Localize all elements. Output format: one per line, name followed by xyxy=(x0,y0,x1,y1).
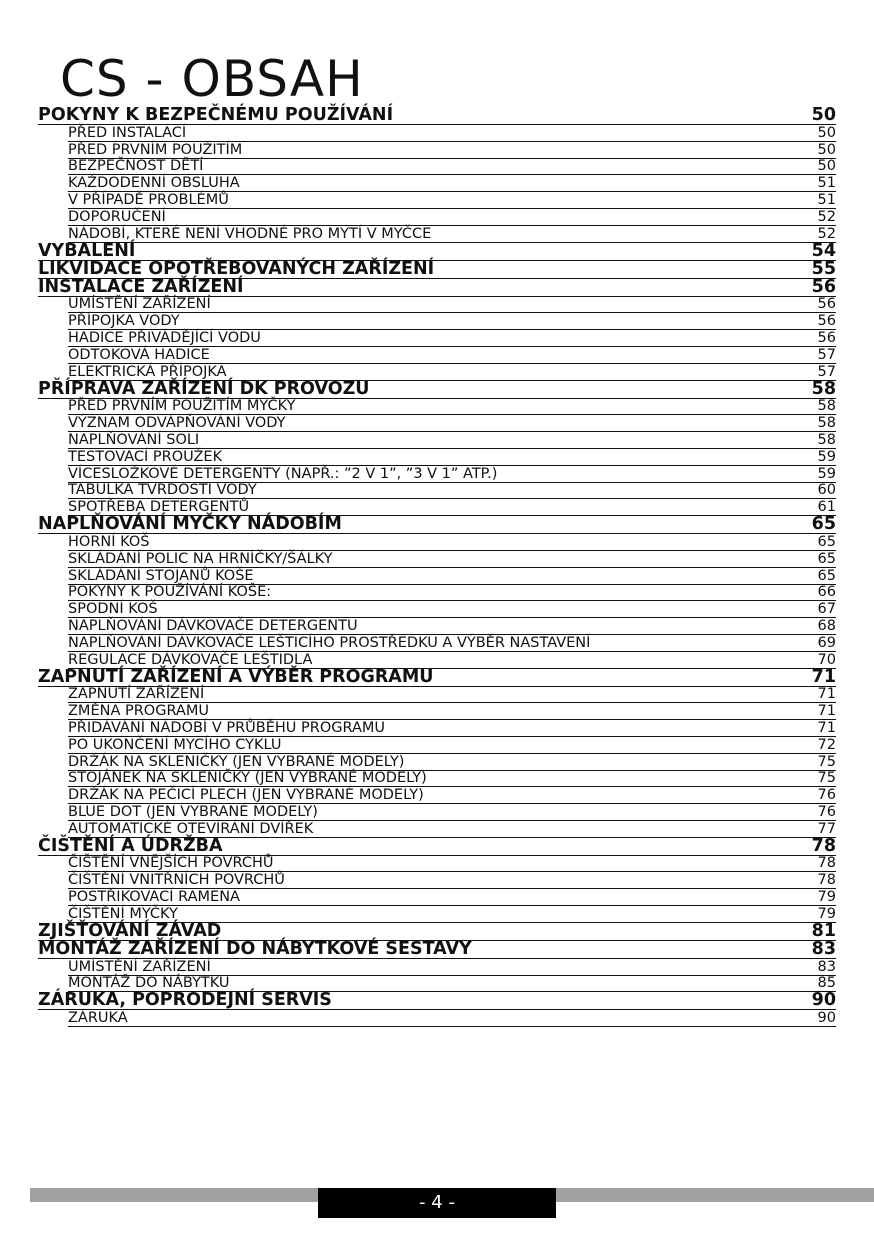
toc-page-number: 66 xyxy=(817,584,836,601)
toc-page-number: 57 xyxy=(817,346,836,363)
toc-page-number: 76 xyxy=(817,803,836,820)
toc-label: PŘED PRVNÍM POUŽITÍM MYČKY xyxy=(68,398,296,415)
toc-label: ODTOKOVÁ HADICE xyxy=(68,346,210,363)
toc-label: NÁDOBÍ, KTERÉ NENÍ VHODNÉ PRO MYTÍ V MYČCE xyxy=(68,225,432,242)
toc-page-number: 65 xyxy=(817,567,836,584)
toc-subsection[interactable] xyxy=(68,330,836,347)
toc-subsection[interactable] xyxy=(68,601,836,618)
toc-subsection[interactable] xyxy=(68,483,836,500)
toc-subsection[interactable] xyxy=(68,687,836,704)
toc-label: BLUE DOT (JEN VYBRANÉ MODELY) xyxy=(68,803,318,820)
toc-subsection[interactable] xyxy=(68,313,836,330)
toc-page-number: 85 xyxy=(817,975,836,992)
toc-label: DRŽÁK NA SKLENIČKY (JEN VYBRANÉ MODELY) xyxy=(68,753,405,770)
toc-page-number: 67 xyxy=(817,601,836,618)
toc-label: ČIŠTĚNÍ VNITŘNÍCH POVRCHŮ xyxy=(68,872,285,889)
toc-label: DRŽÁK NA PEČICÍ PLECH (JEN VYBRANÉ MODELY) xyxy=(68,787,424,804)
toc-label: ČIŠTĚNÍ A ÚDRŽBA xyxy=(38,835,223,856)
toc-subsection[interactable] xyxy=(68,856,836,873)
toc-subsection[interactable] xyxy=(68,635,836,652)
toc-section[interactable] xyxy=(38,835,836,856)
toc-page-number: 65 xyxy=(817,550,836,567)
toc-page-number: 55 xyxy=(811,258,836,279)
toc-page-number: 83 xyxy=(811,938,836,959)
toc-label: ZÁRUKA xyxy=(68,1010,128,1027)
toc-subsection[interactable] xyxy=(68,415,836,432)
toc-page-number: 72 xyxy=(817,736,836,753)
toc-page-number: 71 xyxy=(817,686,836,703)
toc-label: PŘÍPRAVA ZAŘÍZENÍ DK PROVOZU xyxy=(38,378,370,399)
toc-page-number: 75 xyxy=(817,770,836,787)
toc-subsection[interactable] xyxy=(68,192,836,209)
page-title: CS - OBSAH xyxy=(60,50,364,108)
toc-label: BEZPEČNOST DĚTÍ xyxy=(68,158,204,175)
toc-label: NAPLŇOVÁNÍ DÁVKOVAČE DETERGENTU xyxy=(68,617,358,634)
toc-page-number: 56 xyxy=(817,296,836,313)
toc-page-number: 75 xyxy=(817,753,836,770)
toc-page-number: 50 xyxy=(811,105,836,125)
toc-subsection[interactable] xyxy=(68,652,836,669)
toc-label: AUTOMATICKÉ OTEVÍRÁNÍ DVÍŘEK xyxy=(68,820,314,837)
table-of-contents xyxy=(38,107,836,1027)
toc-subsection[interactable] xyxy=(68,889,836,906)
toc-label: POKYNY K BEZPEČNÉMU POUŽÍVÁNÍ xyxy=(38,105,394,125)
toc-subsection[interactable] xyxy=(68,209,836,226)
toc-section[interactable] xyxy=(38,378,836,399)
toc-page-number: 56 xyxy=(811,276,836,297)
toc-label: INSTALACE ZAŘÍZENÍ xyxy=(38,276,244,297)
toc-label: HADICE PŘIVÁDĚJÍCÍ VODU xyxy=(68,329,261,346)
toc-subsection[interactable] xyxy=(68,720,836,737)
toc-subsection[interactable] xyxy=(68,534,836,551)
toc-subsection[interactable] xyxy=(68,551,836,568)
toc-label: LIKVIDACE OPOTŘEBOVANÝCH ZAŘÍZENÍ xyxy=(38,258,435,279)
toc-label: SKLÁDÁNÍ POLIC NA HRNÍČKY/ŠÁLKY xyxy=(68,550,333,567)
toc-label: PŘÍPOJKA VODY xyxy=(68,313,180,330)
toc-subsection[interactable] xyxy=(68,959,836,976)
toc-label: TESTOVACÍ PROUŽEK xyxy=(68,448,223,465)
toc-label: NAPLŇOVÁNÍ SOLI xyxy=(68,431,200,448)
toc-subsection[interactable] xyxy=(68,703,836,720)
toc-label: PO UKONČENÍ MYCÍHO CYKLU xyxy=(68,736,282,753)
toc-subsection[interactable] xyxy=(68,568,836,585)
toc-label: REGULACE DÁVKOVAČE LEŠTIDLA xyxy=(68,651,313,668)
toc-label: VYBALENÍ xyxy=(38,240,136,261)
toc-page-number: 76 xyxy=(817,787,836,804)
toc-label: VÝZNAM ODVÁPŇOVÁNÍ VODY xyxy=(68,415,286,432)
toc-label: ČIŠTĚNÍ MYČKY xyxy=(68,905,178,922)
toc-label: UMÍSTĚNÍ ZAŘÍZENÍ xyxy=(68,296,211,313)
toc-subsection[interactable] xyxy=(68,804,836,821)
toc-label: HORNÍ KOŠ xyxy=(68,533,150,550)
toc-page-number: 83 xyxy=(817,958,836,975)
toc-page-number: 61 xyxy=(817,499,836,516)
toc-page-number: 51 xyxy=(817,175,836,192)
toc-label: ČIŠTĚNÍ VNĚJŠÍCH POVRCHŮ xyxy=(68,855,274,872)
toc-page-number: 56 xyxy=(817,329,836,346)
toc-label: MONTÁŽ DO NÁBYTKU xyxy=(68,975,230,992)
toc-label: ZAPNUTÍ ZAŘÍZENÍ xyxy=(68,686,205,703)
toc-page-number: 56 xyxy=(817,313,836,330)
toc-label: NAPLŇOVÁNÍ DÁVKOVAČE LEŠTICÍHO PROSTŘEDKU A VÝBĚR NASTAVENÍ xyxy=(68,634,591,651)
toc-page-number: 51 xyxy=(817,191,836,208)
toc-subsection[interactable] xyxy=(68,297,836,314)
toc-subsection[interactable] xyxy=(68,754,836,771)
toc-page-number: 59 xyxy=(817,448,836,465)
toc-page-number: 77 xyxy=(817,820,836,837)
toc-page-number: 60 xyxy=(817,482,836,499)
toc-page-number: 71 xyxy=(811,666,836,687)
toc-page-number: 58 xyxy=(817,431,836,448)
toc-page-number: 71 xyxy=(817,703,836,720)
toc-label: MONTÁŽ ZAŘÍZENÍ DO NÁBYTKOVÉ SESTAVY xyxy=(38,938,472,959)
toc-page-number: 58 xyxy=(817,398,836,415)
toc-page-number: 52 xyxy=(817,208,836,225)
toc-page-number: 59 xyxy=(817,465,836,482)
toc-section[interactable] xyxy=(38,992,836,1010)
toc-subsection[interactable] xyxy=(68,872,836,889)
toc-label: ZÁRUKA, POPRODEJNÍ SERVIS xyxy=(38,990,332,1011)
toc-label: ZMĚNA PROGRAMU xyxy=(68,703,209,720)
toc-page-number: 78 xyxy=(817,872,836,889)
toc-page-number: 79 xyxy=(817,889,836,906)
toc-subsection[interactable] xyxy=(68,226,836,243)
toc-page-number: 52 xyxy=(817,225,836,242)
toc-subsection[interactable] xyxy=(68,449,836,466)
toc-label: NAPLŇOVÁNÍ MYČKY NÁDOBÍM xyxy=(38,514,342,535)
toc-label: ZAPNUTÍ ZAŘÍZENÍ A VÝBĚR PROGRAMU xyxy=(38,666,434,687)
toc-page-number: 54 xyxy=(811,240,836,261)
toc-subsection[interactable] xyxy=(68,142,836,159)
toc-subsection[interactable] xyxy=(68,125,836,142)
toc-label: VÍCESLOŽKOVÉ DETERGENTY (NAPŘ.: ”2 V 1”, ”3 V 1” ATP.) xyxy=(68,465,498,482)
toc-label: SPODNÍ KOŠ xyxy=(68,601,158,618)
toc-page-number: 65 xyxy=(817,533,836,550)
toc-label: SKLÁDÁNÍ STOJANŮ KOŠE xyxy=(68,567,254,584)
toc-subsection[interactable] xyxy=(68,771,836,788)
toc-label: SPOTŘEBA DETERGENTŮ xyxy=(68,499,250,516)
toc-label: STOJÁNEK NA SKLENIČKY (JEN VYBRANÉ MODELY) xyxy=(68,770,427,787)
toc-page-number: 78 xyxy=(817,855,836,872)
toc-page-number: 58 xyxy=(811,378,836,399)
toc-label: KAŽDODENNÍ OBSLUHA xyxy=(68,175,240,192)
toc-page-number: 81 xyxy=(811,920,836,941)
toc-page-number: 65 xyxy=(811,514,836,535)
toc-label: POSTŘIKOVACÍ RAMENA xyxy=(68,889,240,906)
toc-section[interactable] xyxy=(38,516,836,534)
toc-label: PŘED PRVNÍM POUŽITÍM xyxy=(68,141,243,158)
toc-page-number: 68 xyxy=(817,617,836,634)
toc-page-number: 50 xyxy=(817,141,836,158)
toc-label: V PŘÍPADĚ PROBLÉMŮ xyxy=(68,191,229,208)
toc-label: TABULKA TVRDOSTI VODY xyxy=(68,482,257,499)
toc-page-number: 79 xyxy=(817,905,836,922)
toc-subsection[interactable] xyxy=(68,432,836,449)
toc-subsection[interactable] xyxy=(68,466,836,483)
toc-subsection[interactable] xyxy=(68,1010,836,1027)
toc-page-number: 57 xyxy=(817,363,836,380)
toc-page-number: 69 xyxy=(817,634,836,651)
toc-label: ELEKTRICKÁ PŘÍPOJKA xyxy=(68,363,227,380)
toc-page-number: 50 xyxy=(817,158,836,175)
toc-label: DOPORUČENÍ xyxy=(68,208,166,225)
toc-page-number: 58 xyxy=(817,415,836,432)
toc-section[interactable] xyxy=(38,666,836,687)
toc-subsection[interactable] xyxy=(68,618,836,635)
toc-section[interactable] xyxy=(38,258,836,279)
page-number: - 4 - xyxy=(318,1188,556,1218)
toc-subsection[interactable] xyxy=(68,175,836,192)
toc-page-number: 90 xyxy=(811,990,836,1011)
toc-section[interactable] xyxy=(38,107,836,125)
toc-label: PŘIDÁVÁNÍ NÁDOBÍ V PRŮBĚHU PROGRAMU xyxy=(68,719,386,736)
toc-label: UMÍSTĚNÍ ZAŘÍZENÍ xyxy=(68,958,211,975)
toc-page-number: 78 xyxy=(811,835,836,856)
toc-label: POKYNY K POUŽÍVÁNÍ KOŠE: xyxy=(68,584,272,601)
toc-section[interactable] xyxy=(38,276,836,297)
toc-label: PŘED INSTALACÍ xyxy=(68,124,187,141)
toc-subsection[interactable] xyxy=(68,737,836,754)
toc-subsection[interactable] xyxy=(68,585,836,602)
toc-page-number: 90 xyxy=(817,1010,836,1027)
toc-section[interactable] xyxy=(38,938,836,959)
toc-label: ZJIŠŤOVÁNÍ ZÁVAD xyxy=(38,920,222,941)
toc-subsection[interactable] xyxy=(68,787,836,804)
toc-subsection[interactable] xyxy=(68,159,836,176)
toc-subsection[interactable] xyxy=(68,347,836,364)
toc-page-number: 70 xyxy=(817,651,836,668)
toc-page-number: 50 xyxy=(817,124,836,141)
toc-subsection[interactable] xyxy=(68,399,836,416)
toc-section[interactable] xyxy=(38,240,836,261)
toc-page-number: 71 xyxy=(817,719,836,736)
